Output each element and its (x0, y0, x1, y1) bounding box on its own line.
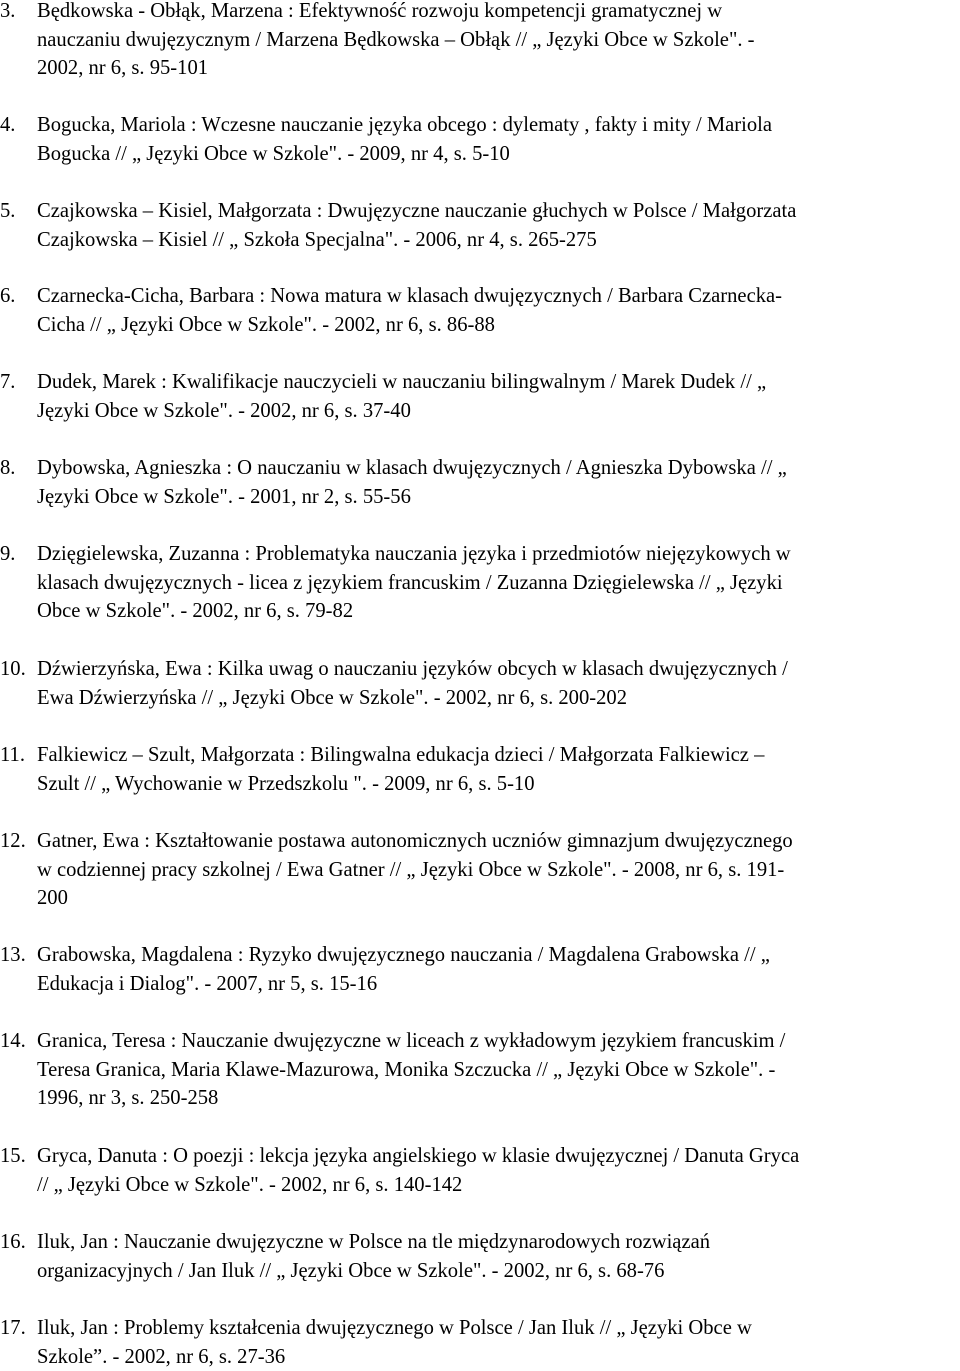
entry-line: Języki Obce w Szkole". - 2001, nr 2, s. 55-56 (37, 485, 411, 508)
entry-text (37, 1142, 958, 1199)
entry-line: // „ Języki Obce w Szkole". - 2002, nr 6, s. 140-142 (37, 1173, 463, 1196)
entry-text (37, 454, 958, 511)
entry-number: 3. (0, 0, 16, 22)
entry-text (37, 0, 958, 83)
entry-line: Dybowska, Agnieszka : O nauczaniu w klasach dwujęzycznych / Agnieszka Dybowska // „ (37, 457, 787, 479)
entry-line: 1996, nr 3, s. 250-258 (37, 1087, 219, 1110)
entry-line: Dźwierzyńska, Ewa : Kilka uwag o nauczaniu języków obcych w klasach dwujęzycznych / (37, 658, 788, 680)
bibliography-entry-10 (0, 655, 958, 712)
entry-text (37, 540, 958, 626)
entry-line: Bogucka // „ Języki Obce w Szkole". - 2009, nr 4, s. 5-10 (37, 142, 510, 165)
entry-text (37, 197, 958, 254)
bibliography-entry-12 (0, 827, 958, 913)
entry-number: 7. (0, 371, 16, 393)
entry-line: Iluk, Jan : Nauczanie dwujęzyczne w Polsce na tle międzynarodowych rozwiązań (37, 1231, 711, 1253)
entry-number: 6. (0, 285, 16, 307)
entry-number: 4. (0, 114, 16, 136)
entry-line: Teresa Granica, Maria Klawe-Mazurowa, Monika Szczucka // „ Języki Obce w Szkole". - (37, 1058, 776, 1081)
entry-number: 14. (0, 1030, 26, 1052)
entry-line: Granica, Teresa : Nauczanie dwujęzyczne w liceach z wykładowym językiem francuskim / (37, 1030, 786, 1052)
entry-number: 11. (0, 744, 25, 766)
entry-line: klasach dwujęzycznych - licea z językiem francuskim / Zuzanna Dzięgielewska // „ Języki (37, 571, 783, 594)
entry-line: w codziennej pracy szkolnej / Ewa Gatner // „ Języki Obce w Szkole". - 2008, nr 6, s. 191- (37, 858, 785, 881)
entry-line: Dzięgielewska, Zuzanna : Problematyka nauczania języka i przedmiotów niejęzykowych w (37, 543, 791, 565)
entry-number: 16. (0, 1231, 26, 1253)
entry-text (37, 111, 958, 168)
bibliography-entry-4 (0, 111, 958, 168)
entry-line: Czarnecka-Cicha, Barbara : Nowa matura w klasach dwujęzycznych / Barbara Czarnecka- (37, 285, 783, 307)
bibliography-entry-11 (0, 741, 958, 798)
entry-line: Grabowska, Magdalena : Ryzyko dwujęzycznego nauczania / Magdalena Grabowska // „ (37, 944, 770, 966)
entry-text (37, 368, 958, 425)
bibliography-entry-13 (0, 941, 958, 998)
entry-line: Iluk, Jan : Problemy kształcenia dwujęzycznego w Polsce / Jan Iluk // „ Języki Obce w (37, 1317, 752, 1339)
bibliography-entry-14 (0, 1027, 958, 1113)
entry-text (37, 1027, 958, 1113)
entry-number: 5. (0, 200, 16, 222)
entry-number: 9. (0, 543, 16, 565)
entry-number: 15. (0, 1145, 26, 1167)
entry-line: Szult // „ Wychowanie w Przedszkolu ". - 2009, nr 6, s. 5-10 (37, 772, 535, 795)
entry-line: nauczaniu dwujęzycznym / Marzena Będkowska – Obłąk // „ Języki Obce w Szkole". - (37, 28, 755, 51)
entry-line: Szkole”. - 2002, nr 6, s. 27-36 (37, 1345, 286, 1368)
entry-line: Obce w Szkole". - 2002, nr 6, s. 79-82 (37, 600, 354, 623)
entry-text (37, 655, 958, 712)
entry-line: Edukacja i Dialog". - 2007, nr 5, s. 15-16 (37, 972, 378, 995)
entry-number: 8. (0, 457, 16, 479)
entry-line: Czajkowska – Kisiel // „ Szkoła Specjalna". - 2006, nr 4, s. 265-275 (37, 228, 597, 251)
entry-text (37, 1228, 958, 1285)
bibliography-entry-5 (0, 197, 958, 254)
entry-line: Dudek, Marek : Kwalifikacje nauczycieli w nauczaniu bilingwalnym / Marek Dudek // „ (37, 371, 767, 393)
entry-line: 2002, nr 6, s. 95-101 (37, 57, 209, 80)
entry-line: 200 (37, 887, 68, 910)
bibliography-entry-8 (0, 454, 958, 511)
entry-number: 12. (0, 830, 26, 852)
entry-line: Ewa Dźwierzyńska // „ Języki Obce w Szkole". - 2002, nr 6, s. 200-202 (37, 686, 628, 709)
entry-line: organizacyjnych / Jan Iluk // „ Języki Obce w Szkole". - 2002, nr 6, s. 68-76 (37, 1259, 665, 1282)
bibliography-entry-6 (0, 282, 958, 339)
bibliography-entry-3 (0, 0, 958, 83)
entry-text (37, 741, 958, 798)
bibliography-entry-15 (0, 1142, 958, 1199)
entry-text (37, 1314, 958, 1371)
entry-text (37, 827, 958, 913)
entry-number: 10. (0, 658, 26, 680)
entry-line: Cicha // „ Języki Obce w Szkole". - 2002, nr 6, s. 86-88 (37, 313, 495, 336)
bibliography-entry-17 (0, 1314, 958, 1371)
entry-text (37, 941, 958, 998)
entry-line: Czajkowska – Kisiel, Małgorzata : Dwujęzyczne nauczanie głuchych w Polsce / Małgorzata (37, 200, 797, 222)
entry-text (37, 282, 958, 339)
entry-line: Języki Obce w Szkole". - 2002, nr 6, s. 37-40 (37, 399, 411, 422)
entry-line: Bogucka, Mariola : Wczesne nauczanie języka obcego : dylematy , fakty i mity / Mariola (37, 114, 773, 136)
bibliography-entry-7 (0, 368, 958, 425)
bibliography-entry-9 (0, 540, 958, 626)
entry-number: 17. (0, 1317, 26, 1339)
entry-line: Gryca, Danuta : O poezji : lekcja języka angielskiego w klasie dwujęzycznej / Danuta Gryca (37, 1145, 800, 1167)
entry-line: Falkiewicz – Szult, Małgorzata : Bilingwalna edukacja dzieci / Małgorzata Falkiewicz – (37, 744, 765, 766)
bibliography-entry-16 (0, 1228, 958, 1285)
entry-line: Będkowska - Obłąk, Marzena : Efektywność rozwoju kompetencji gramatycznej w (37, 0, 723, 22)
entry-line: Gatner, Ewa : Kształtowanie postawa autonomicznych uczniów gimnazjum dwujęzycznego (37, 830, 793, 852)
entry-number: 13. (0, 944, 26, 966)
